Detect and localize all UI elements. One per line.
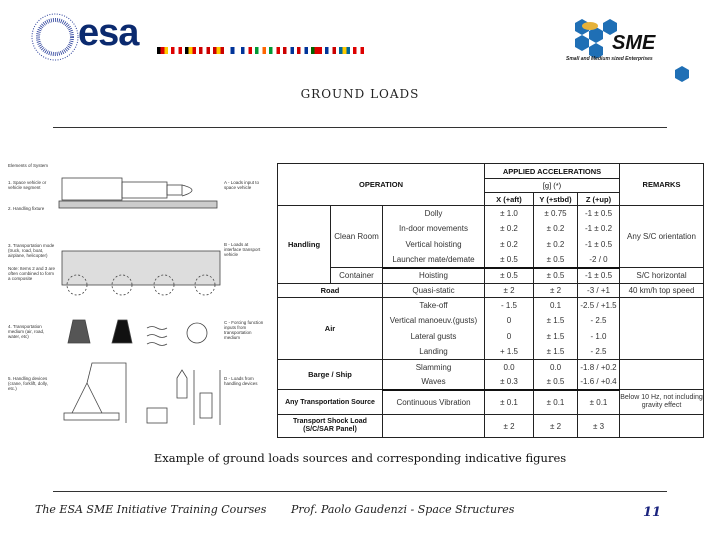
- flag-icon: [311, 47, 322, 54]
- x-value: ± 0.5: [485, 252, 534, 268]
- remark-cell: S/C horizontal: [620, 268, 704, 284]
- diagram-remark: C - Forcing function inputs from transportation medium: [224, 320, 264, 340]
- header-z: Z (+up): [578, 193, 620, 206]
- diagram-label: 2. Handling fixture: [8, 206, 45, 211]
- z-value: -1 ± 0.5: [578, 268, 620, 284]
- z-value: -1.6 / +0.4: [578, 375, 620, 390]
- x-value: ± 0.1: [485, 390, 534, 415]
- remark-cell: [620, 298, 704, 360]
- sme-logo-text: SME: [612, 32, 656, 54]
- operation-cell: Dolly: [383, 206, 485, 222]
- diagram-label: 3. Transportation mode (truck, road, boat, airplane, helicopter): [8, 243, 55, 258]
- y-value: 0.1: [534, 298, 578, 314]
- operation-cell: Waves: [383, 375, 485, 390]
- flag-icon: [157, 47, 168, 54]
- x-value: ± 2: [485, 415, 534, 438]
- y-value: ± 1.5: [534, 313, 578, 329]
- diagram-label: 4. Transportation medium (air, road, water, etc): [8, 324, 45, 339]
- z-value: -3 / +1: [578, 284, 620, 298]
- sme-tagline: Small and Medium sized Enterprises: [566, 56, 653, 62]
- z-value: -2 / 0: [578, 252, 620, 268]
- operation-cell: Landing: [383, 344, 485, 360]
- diagram-label: Elements of System: [8, 163, 49, 168]
- y-value: ± 0.5: [534, 375, 578, 390]
- y-value: ± 2: [534, 415, 578, 438]
- remark-cell: Any S/C orientation: [620, 206, 704, 268]
- z-value: -1 ± 0.2: [578, 221, 620, 237]
- diagram-remark: A - Loads input to space vehicle: [224, 180, 260, 190]
- flag-icon: [297, 47, 308, 54]
- remark-cell: [620, 415, 704, 438]
- ground-loads-diagram: [2, 158, 270, 443]
- x-value: ± 2: [485, 284, 534, 298]
- x-value: ± 0.2: [485, 221, 534, 237]
- footer-course: The ESA SME Initiative Training Courses: [35, 503, 267, 516]
- diagram-remark: B - Loads at interface transport vehicle: [224, 242, 261, 257]
- flag-icon: [227, 47, 238, 54]
- member-flags: [157, 47, 364, 54]
- esa-logo: esa: [78, 12, 139, 54]
- y-value: ± 0.75: [534, 206, 578, 222]
- header-x: X (+aft): [485, 193, 534, 206]
- y-value: 0.0: [534, 360, 578, 375]
- diagram-label: Note: Items 2 and 3 are often combined to form a composite: [8, 266, 56, 281]
- handling-label: Handling: [278, 206, 331, 284]
- transport-shock-label: Transport Shock Load (S/C/SAR Panel): [278, 415, 383, 438]
- flag-icon: [283, 47, 294, 54]
- clean-room-label: Clean Room: [331, 206, 383, 268]
- remark-cell: Below 10 Hz, not including gravity effect: [620, 390, 704, 415]
- any-transportation-label: Any Transportation Source: [278, 390, 383, 415]
- x-value: - 1.5: [485, 298, 534, 314]
- diagram-remark: D - Loads from handling devices: [224, 376, 258, 386]
- z-value: -1 ± 0.5: [578, 206, 620, 222]
- diagram-label: 1. Space vehicle or vehicle segment: [8, 180, 47, 190]
- operation-cell: Take-off: [383, 298, 485, 314]
- x-value: + 1.5: [485, 344, 534, 360]
- y-value: ± 0.5: [534, 268, 578, 284]
- operation-cell: Continuous Vibration: [383, 390, 485, 415]
- operation-cell: Vertical manoeuv.(gusts): [383, 313, 485, 329]
- z-value: -1.8 / +0.2: [578, 360, 620, 375]
- z-value: - 1.0: [578, 329, 620, 345]
- header-operation: OPERATION: [278, 164, 485, 206]
- title-divider: [53, 127, 667, 128]
- flag-icon: [269, 47, 280, 54]
- remark-cell: 40 km/h top speed: [620, 284, 704, 298]
- operation-cell: Launcher mate/demate: [383, 252, 485, 268]
- flag-icon: [185, 47, 196, 54]
- z-value: - 2.5: [578, 344, 620, 360]
- flag-icon: [353, 47, 364, 54]
- operation-cell: Slamming: [383, 360, 485, 375]
- flag-icon: [255, 47, 266, 54]
- x-value: ± 1.0: [485, 206, 534, 222]
- barge-ship-label: Barge / Ship: [278, 360, 383, 390]
- flag-icon: [199, 47, 210, 54]
- y-value: ± 1.5: [534, 329, 578, 345]
- header-remarks: REMARKS: [620, 164, 704, 206]
- operation-cell: Hoisting: [383, 268, 485, 284]
- z-value: - 2.5: [578, 313, 620, 329]
- road-label: Road: [278, 284, 383, 298]
- header-units: [g] (*): [485, 179, 620, 193]
- header-applied-accelerations: APPLIED ACCELERATIONS: [485, 164, 620, 179]
- y-value: ± 0.2: [534, 237, 578, 253]
- x-value: ± 0.2: [485, 237, 534, 253]
- slide-title: GROUND LOADS: [300, 87, 420, 101]
- applied-accelerations-table: [277, 163, 704, 438]
- operation-cell: [383, 415, 485, 438]
- header-y: Y (+stbd): [534, 193, 578, 206]
- y-value: ± 0.2: [534, 221, 578, 237]
- diagram-drawing: [2, 158, 270, 443]
- z-value: ± 0.1: [578, 390, 620, 415]
- flag-icon: [339, 47, 350, 54]
- flag-icon: [325, 47, 336, 54]
- air-label: Air: [278, 298, 383, 360]
- flag-icon: [241, 47, 252, 54]
- flag-icon: [213, 47, 224, 54]
- diagram-label: 5. Handling devices (crane, forklift, dolly, etc.): [8, 376, 48, 391]
- y-value: ± 2: [534, 284, 578, 298]
- z-value: -2.5 / +1.5: [578, 298, 620, 314]
- footer-divider: [53, 491, 667, 492]
- figure-caption: Example of ground loads sources and corresponding indicative figures: [153, 451, 567, 465]
- x-value: 0: [485, 329, 534, 345]
- container-label: Container: [331, 268, 383, 284]
- remark-cell: [620, 360, 704, 390]
- x-value: 0: [485, 313, 534, 329]
- y-value: ± 1.5: [534, 344, 578, 360]
- flag-icon: [171, 47, 182, 54]
- x-value: ± 0.5: [485, 268, 534, 284]
- page-number: 11: [643, 505, 662, 520]
- y-value: ± 0.1: [534, 390, 578, 415]
- y-value: ± 0.5: [534, 252, 578, 268]
- operation-cell: Quasi-static: [383, 284, 485, 298]
- x-value: ± 0.3: [485, 375, 534, 390]
- operation-cell: In-door movements: [383, 221, 485, 237]
- footer-author: Prof. Paolo Gaudenzi - Space Structures: [291, 503, 515, 516]
- operation-cell: Vertical hoisting: [383, 237, 485, 253]
- z-value: -1 ± 0.5: [578, 237, 620, 253]
- x-value: 0.0: [485, 360, 534, 375]
- operation-cell: Lateral gusts: [383, 329, 485, 345]
- z-value: ± 3: [578, 415, 620, 438]
